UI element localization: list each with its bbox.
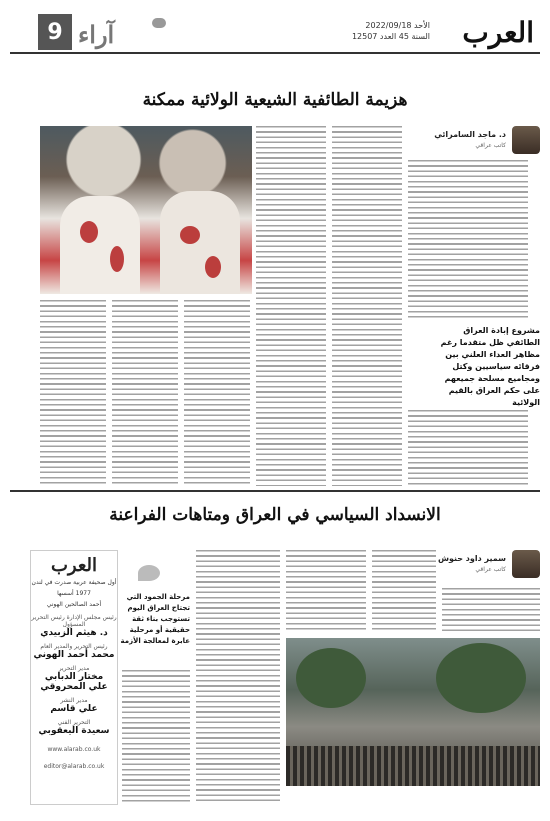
- masthead-role: رئيس التحرير والمدير العام: [40, 643, 108, 650]
- author-role: كاتب عراقي: [475, 566, 506, 573]
- author-photo: [512, 550, 540, 578]
- article2-body-column: [122, 670, 190, 805]
- newspaper-page: [10, 10, 540, 811]
- photo-detail: [110, 246, 124, 272]
- photo-figure: [160, 191, 240, 294]
- photo-detail: [205, 256, 221, 278]
- masthead-name: د. هيثم الزبيدي: [40, 628, 108, 638]
- issue-number: السنة 45 العدد 12507: [351, 32, 430, 41]
- issue-info: [352, 20, 430, 42]
- photo-detail: [296, 648, 366, 708]
- masthead-role: مدير التحرير: [58, 665, 90, 672]
- masthead-logo: العرب: [50, 555, 98, 576]
- issue-date: الأحد 2022/09/18: [365, 21, 430, 30]
- author-name: سمير داود حنوش: [437, 554, 506, 563]
- page-header: [10, 14, 540, 54]
- article2-body-column: [196, 550, 280, 805]
- photo-detail: [436, 643, 526, 713]
- article2-byline: [430, 550, 540, 580]
- newspaper-logo: العرب: [462, 16, 534, 49]
- article1-body-column: [408, 410, 528, 486]
- speech-bubble-icon: [152, 18, 166, 28]
- article2-pull-quote: مرحلة الجمود التي تجتاح العراق اليوم تستوجب بناء ثقة حقيقية أو مرحلية عابرة لمعالجة الأزمة: [120, 593, 190, 645]
- author-photo: [512, 126, 540, 154]
- photo-detail: [80, 221, 98, 243]
- masthead-founder: أحمد الصالحين الهوني: [46, 601, 102, 608]
- article1-pull-quote: مشروع إبادة العراق الطائفي ظل متقدما رغم مظاهر العداء العلني بين فرقائه سياسيين وكتل ومجاميع مسلحة جميعهم على حكم العراق بالقيم الولائية: [440, 326, 540, 407]
- masthead-box: [30, 550, 118, 805]
- masthead-founded: 1977 أسسها: [57, 590, 91, 597]
- article2-body-column: [372, 550, 436, 632]
- masthead-name: سعيدة اليعقوبي: [38, 726, 110, 736]
- section-divider: [10, 490, 540, 492]
- article1-headline: هزيمة الطائفية الشيعية الولائية ممكنة: [142, 90, 408, 110]
- photo-detail: [286, 746, 540, 786]
- author-name: د. ماجد السامرائي: [434, 130, 506, 139]
- article1-body-column: [256, 126, 326, 486]
- masthead-name: محمد أحمد الهوني: [33, 650, 115, 660]
- article1-body-column: [332, 126, 402, 486]
- author-role: كاتب عراقي: [475, 142, 506, 149]
- article1-byline: [430, 126, 540, 156]
- masthead-website: www.alarab.co.uk: [47, 746, 101, 753]
- quote-icon: [138, 565, 160, 581]
- article2-body-column: [442, 588, 540, 632]
- photo-detail: [180, 226, 200, 244]
- masthead-role: رئيس مجلس الإدارة رئيس التحرير المسؤول: [31, 614, 117, 628]
- article1-photo: [40, 126, 252, 294]
- masthead-tagline: أول صحيفة عربية صدرت في لندن: [31, 579, 117, 586]
- section-title: آراء: [78, 20, 115, 49]
- masthead-role: التحرير الفني: [57, 719, 91, 726]
- masthead-name: علي قاسم: [50, 704, 98, 714]
- article2-photo: [286, 638, 540, 786]
- masthead-email: editor@alarab.co.uk: [43, 763, 105, 770]
- masthead-role: مدير النشر: [60, 697, 88, 704]
- article1-body-column: [184, 300, 250, 486]
- photo-figure: [60, 196, 140, 294]
- masthead-name: مختار الدبابي: [44, 672, 104, 682]
- page-number: 9: [38, 14, 72, 50]
- article2-headline: الانسداد السياسي في العراق ومتاهات الفراعنة: [109, 505, 441, 525]
- masthead-name: علي المحروقي: [40, 682, 108, 692]
- article1-body-column: [40, 300, 106, 486]
- article1-body-column: [408, 160, 528, 320]
- article1-body-column: [112, 300, 178, 486]
- article2-body-column: [286, 550, 366, 632]
